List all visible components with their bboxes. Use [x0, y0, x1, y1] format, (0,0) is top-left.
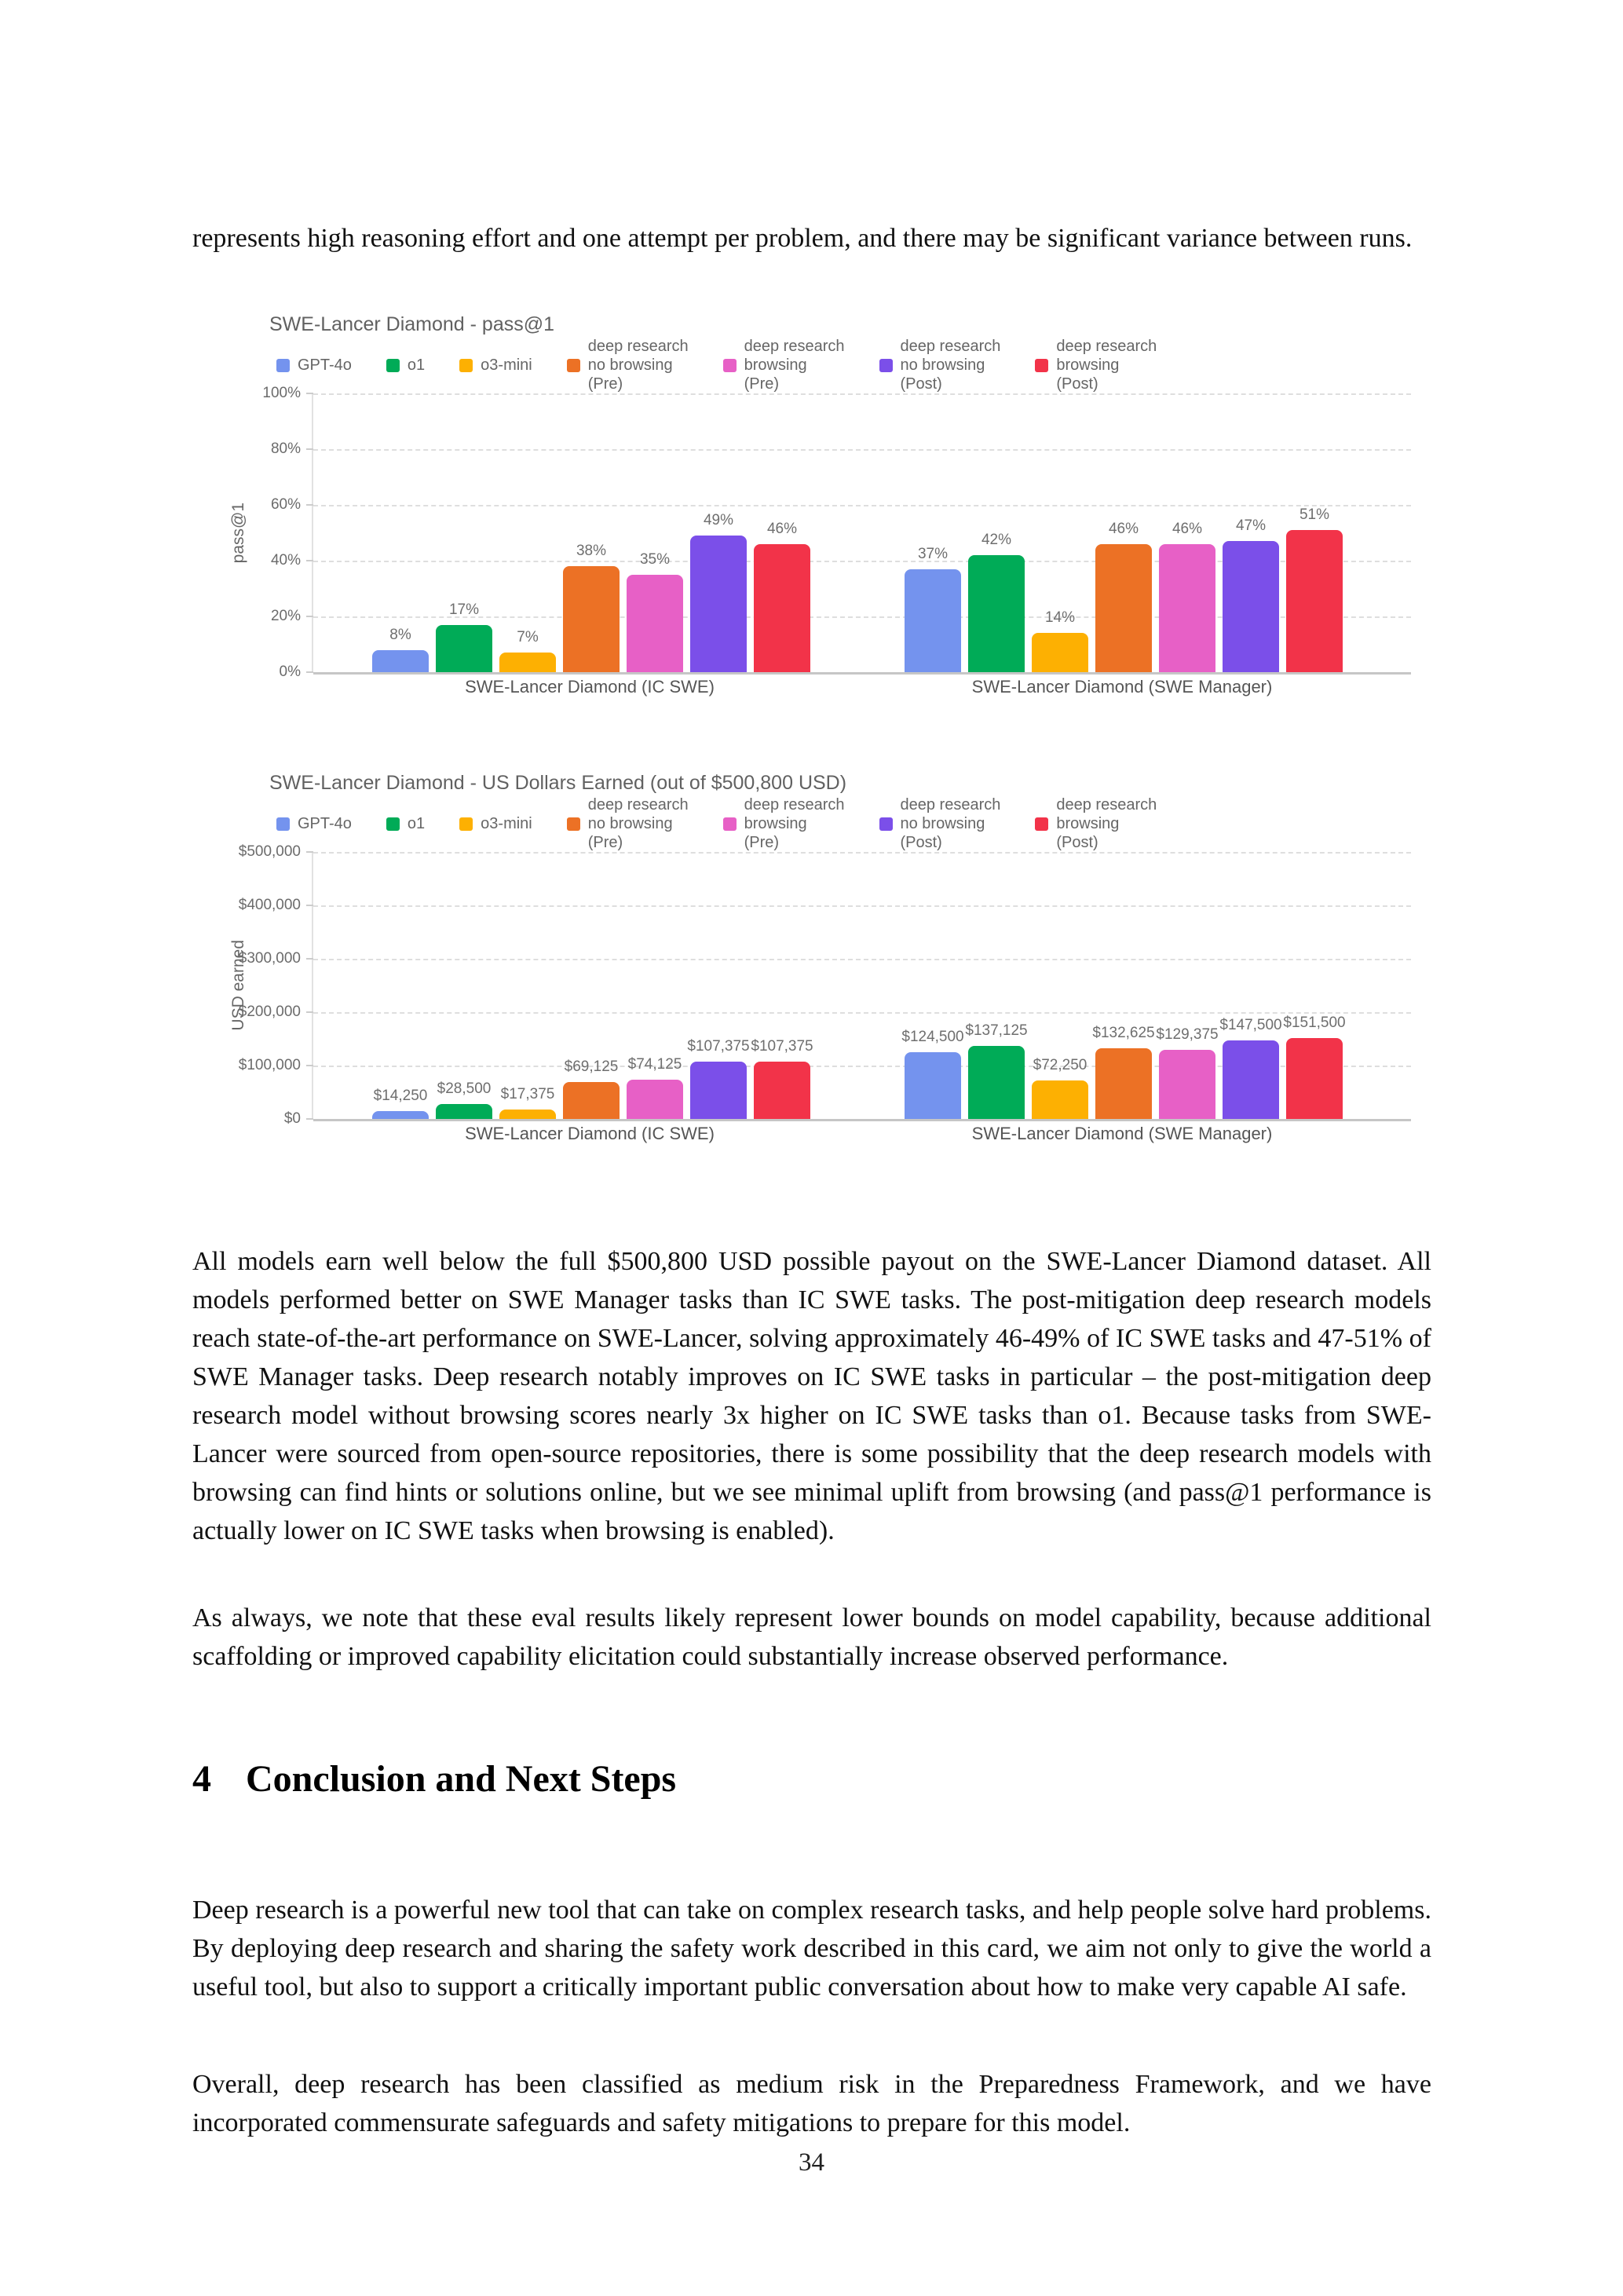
bar [965, 1022, 1028, 1119]
legend-item [1035, 795, 1157, 852]
x-axis-label: SWE-Lancer Diamond (SWE Manager) [971, 1124, 1273, 1143]
bar [1219, 1016, 1282, 1119]
bar [372, 1088, 429, 1119]
bar [1159, 520, 1215, 672]
pass-at-1-bar-chart [229, 313, 1409, 704]
bar [905, 545, 961, 672]
bar-value-label: 51% [1299, 506, 1330, 523]
y-tick-mark [306, 905, 313, 906]
bar [690, 512, 747, 672]
chart-title: SWE-Lancer Diamond - pass@1 [269, 313, 555, 335]
bar-value-label: 7% [517, 629, 539, 646]
legend-item [386, 356, 425, 375]
bar-value-label: $69,125 [564, 1058, 619, 1075]
bar-value-label: 46% [1172, 520, 1203, 537]
legend-label: deep research browsing (Post) [1056, 338, 1157, 393]
legend-label: deep research browsing (Pre) [744, 796, 845, 851]
legend-label: o3-mini [481, 356, 532, 374]
bar [968, 531, 1025, 672]
legend-item [459, 814, 532, 833]
bar-value-label: 38% [576, 543, 607, 560]
legend-swatch [567, 359, 580, 372]
legend-item [723, 795, 845, 852]
bar-value-label: 14% [1044, 609, 1076, 627]
x-axis-baseline [313, 1119, 1411, 1121]
conclusion-paragraph-2: Overall, deep research has been classified as medium risk in the Preparedness Framework, and we have incorporated commensurate safeguards and safety mitigations to prepare for this model. [192, 2070, 1431, 2137]
bar [436, 601, 492, 672]
bar-value-label: 49% [703, 512, 734, 529]
bar-value-label: $107,375 [751, 1038, 813, 1055]
bar-value-label: 47% [1235, 517, 1267, 535]
legend-swatch [459, 817, 473, 831]
y-tick-label: $0 [283, 1110, 301, 1127]
bar-value-label: $14,250 [373, 1088, 428, 1105]
bar-value-label: 46% [766, 520, 798, 537]
legend-item [567, 795, 689, 852]
bar-group [901, 852, 1346, 1119]
chart-legend [276, 337, 1409, 393]
plot-area [229, 843, 1411, 1127]
bar-value-label: $132,625 [1092, 1024, 1155, 1041]
y-tick-label: 100% [262, 385, 301, 401]
legend-swatch [386, 359, 400, 372]
plot-area [229, 385, 1411, 680]
y-tick-label: 20% [270, 608, 301, 624]
bar [627, 550, 683, 672]
bar [1092, 1024, 1155, 1119]
legend-swatch [459, 359, 473, 372]
y-tick-label: 60% [270, 496, 301, 513]
legend-swatch [879, 359, 893, 372]
bar [754, 520, 810, 672]
bar-value-label: $74,125 [627, 1055, 682, 1073]
x-axis-label: SWE-Lancer Diamond (IC SWE) [465, 677, 715, 696]
bar [436, 1080, 492, 1119]
bar [627, 1055, 683, 1119]
bar [499, 629, 556, 672]
section-heading [192, 1757, 1431, 1801]
section-number: 4 [192, 1758, 211, 1800]
legend-label: o1 [407, 815, 426, 832]
bar [901, 1029, 964, 1119]
legend-item [879, 337, 1001, 393]
legend-swatch [879, 817, 893, 831]
bar [1283, 1014, 1346, 1119]
legend-swatch [276, 817, 290, 831]
bar-group [905, 393, 1343, 672]
y-tick-mark [306, 393, 313, 394]
bar [372, 626, 429, 672]
y-tick-mark [306, 1118, 313, 1120]
y-tick-label: $200,000 [238, 1004, 301, 1020]
x-axis-label: SWE-Lancer Diamond (SWE Manager) [971, 677, 1273, 696]
bar [1095, 520, 1152, 672]
legend-item [459, 356, 532, 375]
y-tick-label: $300,000 [238, 950, 301, 967]
bar [1223, 517, 1279, 672]
bar-value-label: $107,375 [687, 1038, 750, 1055]
section-title: Conclusion and Next Steps [246, 1758, 677, 1800]
legend-label: GPT-4o [298, 815, 352, 832]
plot-area-wrap [229, 385, 1409, 704]
legend-swatch [567, 817, 580, 831]
intro-paragraph: represents high reasoning effort and one attempt per problem, and there may be significant variance between runs. [192, 224, 1413, 253]
bar-value-label: $124,500 [901, 1029, 964, 1046]
bar-value-label: 8% [389, 626, 411, 643]
y-tick-mark [306, 448, 313, 450]
results-paragraph: All models earn well below the full $500,800 USD possible payout on the SWE-Lancer Diamond dataset. All models performed better on SWE Manager tasks than IC SWE tasks. The post-mitigation deep research models reach state-of-the-art performance on SWE-Lancer, solving approximately 46-49% of IC SWE tasks and 47-51% of SWE Manager tasks. Deep research notably improves on IC SWE tasks in particular – the post-mitigation deep research model without browsing scores nearly 3x higher on IC SWE tasks than o1. Because tasks from SWE-Lancer were sourced from open-source repositories, there is some possibility that the deep research models with browsing can find hints or solutions online, but we see minimal uplift from browsing (and pass@1 performance is actually lower on IC SWE tasks when browsing is enabled). [192, 1247, 1431, 1545]
y-tick-label: 0% [279, 664, 301, 680]
bar [563, 1058, 620, 1119]
y-tick-label: 40% [270, 552, 301, 569]
bar-value-label: $147,500 [1219, 1016, 1282, 1033]
legend-item [1035, 337, 1157, 393]
legend-swatch [723, 359, 737, 372]
bar-value-label: 37% [917, 545, 949, 562]
bar-value-label: 42% [981, 531, 1012, 548]
y-tick-mark [306, 1065, 313, 1066]
y-tick-label: $500,000 [238, 843, 301, 860]
legend-label: deep research no browsing (Post) [900, 796, 1001, 851]
bar-value-label: 17% [448, 601, 480, 618]
x-axis-baseline [313, 672, 1411, 675]
x-axis-labels [312, 1124, 1409, 1150]
y-tick-mark [306, 560, 313, 561]
legend-label: o1 [407, 356, 426, 374]
legend-label: deep research no browsing (Pre) [587, 796, 689, 851]
bar-value-label: 46% [1108, 520, 1139, 537]
legend-label: deep research no browsing (Pre) [587, 338, 689, 393]
legend-item [276, 356, 352, 375]
y-tick-mark [306, 616, 313, 617]
legend-label: deep research browsing (Post) [1056, 796, 1157, 851]
legend-item [276, 814, 352, 833]
bar [751, 1038, 813, 1119]
bar-value-label: $137,125 [965, 1022, 1028, 1039]
legend-item [567, 337, 689, 393]
legend-swatch [1035, 359, 1048, 372]
bar [1156, 1026, 1219, 1119]
bar [563, 543, 620, 672]
bar-group [372, 393, 810, 672]
y-tick-mark [306, 504, 313, 506]
bar-value-label: $151,500 [1283, 1014, 1346, 1031]
bar [1032, 1056, 1088, 1119]
bar [499, 1086, 556, 1119]
y-tick-mark [306, 1011, 313, 1013]
legend-item [386, 814, 425, 833]
bar-value-label: $28,500 [437, 1080, 492, 1097]
y-tick-mark [306, 851, 313, 853]
x-axis-labels [312, 677, 1409, 704]
legend-label: deep research no browsing (Post) [900, 338, 1001, 393]
x-axis-label: SWE-Lancer Diamond (IC SWE) [465, 1124, 715, 1143]
bar [1286, 506, 1343, 672]
page-number: 34 [799, 2148, 824, 2177]
conclusion-paragraph-1: Deep research is a powerful new tool that can take on complex research tasks, and help people solve hard problems. By deploying deep research and sharing the safety work described in this card, we aim not only to give the world a useful tool, but also to support a critically important public conversation about how to make very capable AI safe. [192, 1896, 1431, 2002]
chart-title: SWE-Lancer Diamond - US Dollars Earned (out of $500,800 USD) [269, 772, 847, 794]
y-axis-title: pass@1 [229, 502, 247, 564]
bar-value-label: $17,375 [500, 1086, 555, 1103]
bar-group [372, 852, 813, 1119]
bar [687, 1038, 750, 1119]
bar [1032, 609, 1088, 672]
usd-earned-bar-chart [229, 771, 1409, 1150]
bar-value-label: 35% [639, 550, 671, 568]
plot-area-wrap [229, 843, 1409, 1150]
caveat-paragraph: As always, we note that these eval results likely represent lower bounds on model capability, because additional scaffolding or improved capability elicitation could substantially increase observed performance. [192, 1603, 1431, 1671]
legend-item [879, 795, 1001, 852]
y-tick-label: 80% [270, 441, 301, 457]
legend-swatch [723, 817, 737, 831]
y-tick-mark [306, 958, 313, 960]
bar-value-label: $72,250 [1033, 1056, 1087, 1073]
legend-label: deep research browsing (Pre) [744, 338, 845, 393]
legend-item [723, 337, 845, 393]
legend-swatch [276, 359, 290, 372]
legend-label: GPT-4o [298, 356, 352, 374]
legend-swatch [1035, 817, 1048, 831]
legend-label: o3-mini [481, 815, 532, 832]
chart-legend [276, 795, 1409, 852]
y-tick-mark [306, 671, 313, 673]
legend-swatch [386, 817, 400, 831]
y-axis-title: USD earned [229, 940, 247, 1031]
y-tick-label: $100,000 [238, 1057, 301, 1073]
y-tick-label: $400,000 [238, 897, 301, 913]
bar-value-label: $129,375 [1156, 1026, 1219, 1044]
